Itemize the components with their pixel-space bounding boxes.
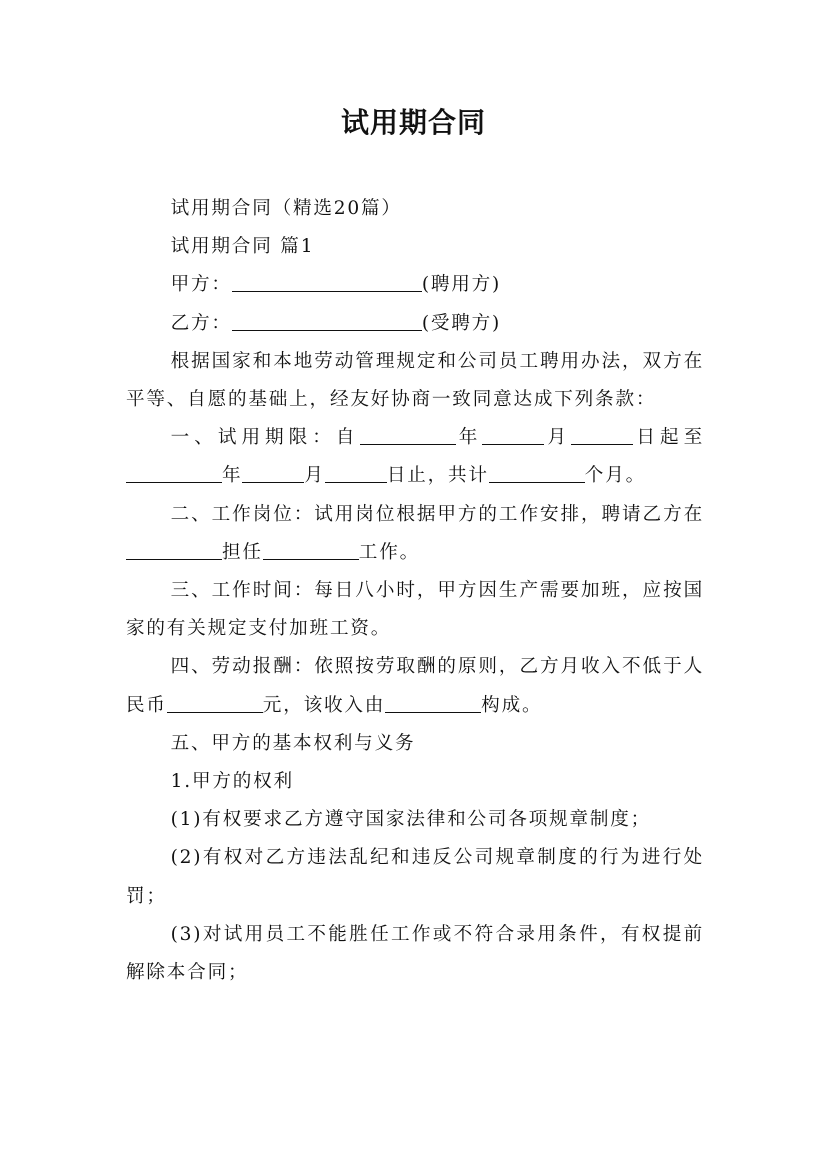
- clause-2-paragraph: [126, 496, 704, 572]
- clause-2-text: 担任: [222, 541, 263, 563]
- clause-4-paragraph: [126, 648, 704, 724]
- clause-1-text: 日止，共计: [386, 465, 489, 487]
- salary-composition-blank: [385, 693, 481, 713]
- clause-4-text: 四、劳动报酬：依照按劳取酬的原则，乙方月收入不低于人民币: [126, 656, 704, 716]
- end-month-blank: [242, 464, 304, 484]
- clause-1-text: 日起至: [633, 427, 704, 449]
- clause-2-text: 工作。: [358, 541, 420, 563]
- clause-2-text: 二、工作岗位：试用岗位根据甲方的工作安排，聘请乙方在: [170, 503, 704, 525]
- party-a-role: (聘用方): [421, 274, 502, 296]
- document-body: [126, 190, 704, 992]
- total-months-blank: [489, 464, 585, 484]
- clause-1-text: 月: [304, 465, 325, 487]
- party-a-blank: [232, 273, 422, 293]
- clause-4-text: 构成。: [481, 694, 543, 716]
- department-blank: [126, 540, 222, 560]
- section-heading: 试用期合同 篇1: [170, 236, 315, 258]
- start-day-blank: [571, 426, 633, 446]
- party-b-blank: [232, 311, 422, 331]
- party-b-label: 乙方：: [170, 312, 232, 334]
- clause-3-paragraph: 三、工作时间：每日八小时，甲方因生产需要加班，应按国家的有关规定支付加班工资。: [126, 580, 704, 640]
- clause-1-paragraph: [126, 419, 704, 495]
- preamble-paragraph: 根据国家和本地劳动管理规定和公司员工聘用办法，双方在平等、自愿的基础上，经友好协商一致同意达成下列条款：: [126, 350, 704, 411]
- clause-1-text: 年: [222, 465, 243, 487]
- item-2: (2)有权对乙方违法乱纪和违反公司规章制度的行为进行处罚；: [126, 847, 704, 907]
- party-b-role: (受聘方): [421, 312, 502, 334]
- position-blank: [263, 540, 359, 560]
- intro-line: 试用期合同（精选20篇）: [170, 198, 402, 219]
- document-title: 试用期合同: [340, 106, 486, 139]
- start-year-blank: [360, 426, 456, 446]
- clause-1-text: 年: [455, 427, 483, 449]
- end-day-blank: [325, 464, 387, 484]
- clause-5-heading: 五、甲方的基本权利与义务: [170, 732, 416, 754]
- party-b-line: [126, 305, 704, 343]
- sub-heading-1: 1.甲方的权利: [170, 771, 294, 793]
- salary-blank: [167, 693, 263, 713]
- clause-1-text: 月: [544, 427, 572, 449]
- clause-1-text: 个月。: [584, 465, 646, 487]
- item-1: (1)有权要求乙方遵守国家法律和公司各项规章制度；: [170, 809, 652, 831]
- item-3: (3)对试用员工不能胜任工作或不符合录用条件，有权提前解除本合同；: [126, 923, 704, 984]
- start-month-blank: [482, 426, 544, 446]
- clause-4-text: 元，该收入由: [262, 694, 386, 716]
- party-a-label: 甲方：: [170, 274, 232, 296]
- clause-1-text: 一、试用期限：自: [170, 427, 360, 449]
- end-year-blank: [126, 464, 222, 484]
- party-a-line: [126, 266, 704, 304]
